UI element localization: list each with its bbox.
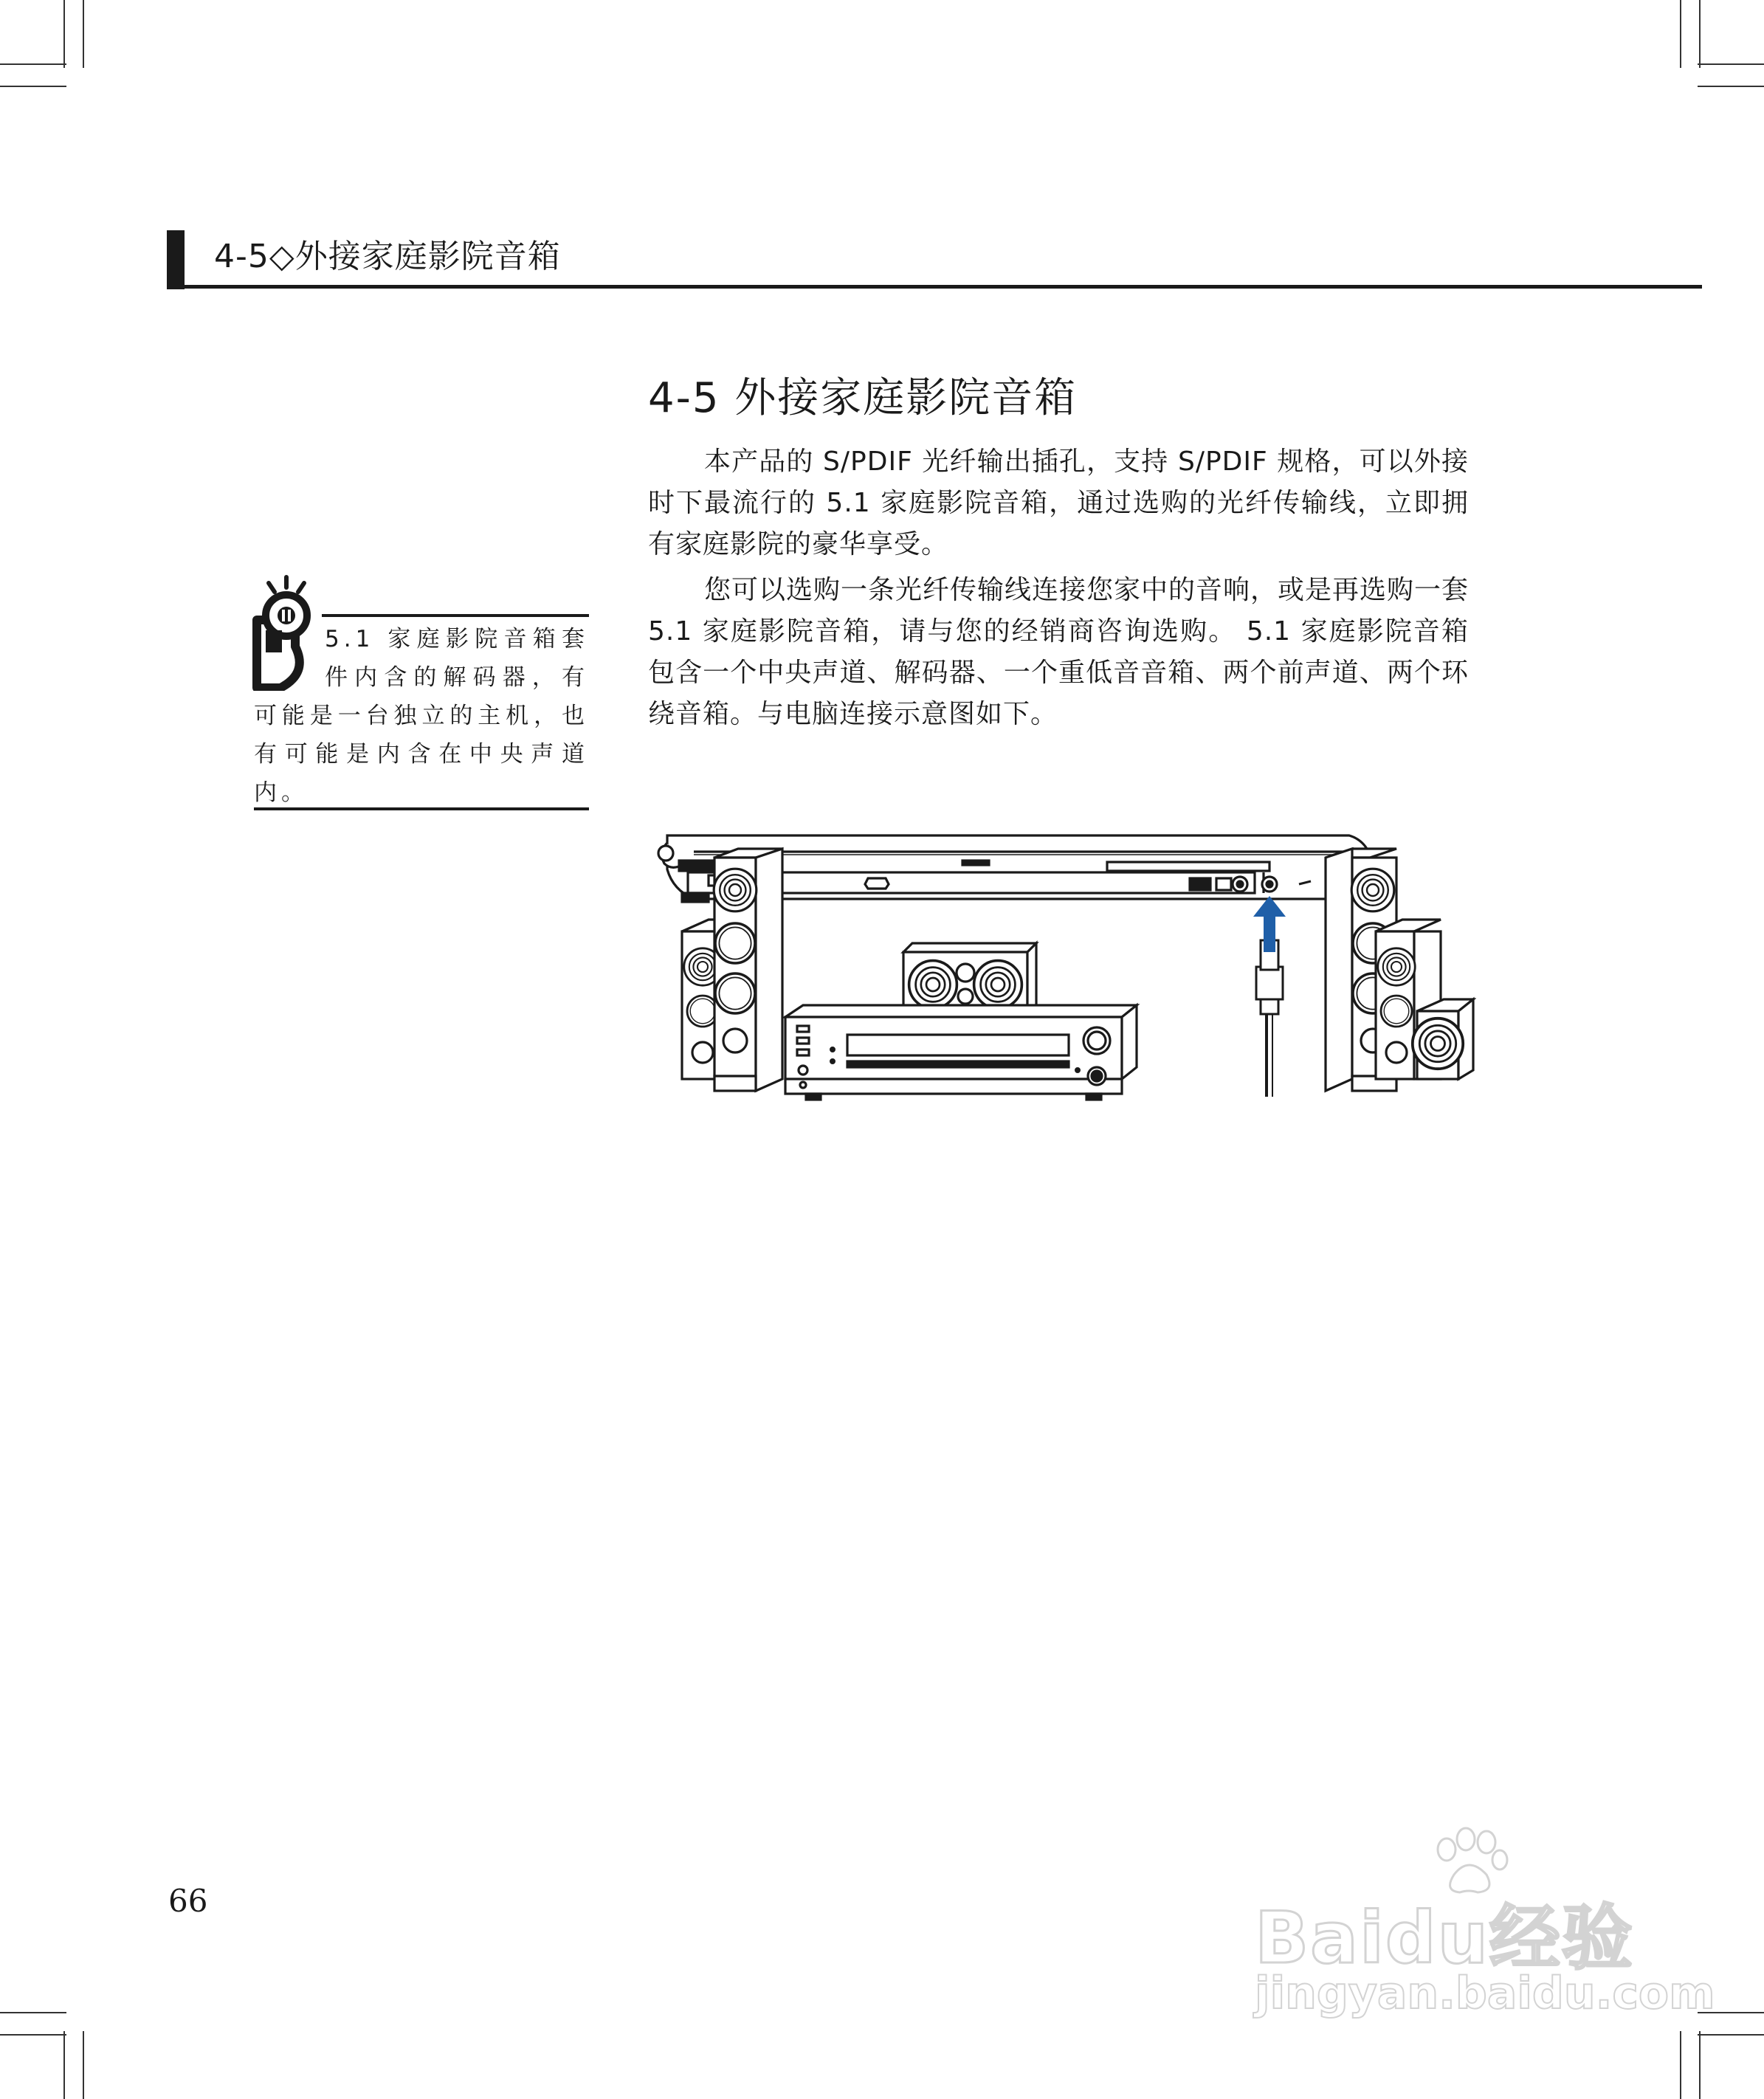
tip-note [254, 620, 589, 812]
tip-rule-bottom [254, 807, 589, 810]
section-title: 4-5 外接家庭影院音箱 [648, 374, 1078, 422]
watermark-logo: Baidu经验 [1255, 1897, 1634, 1979]
header-rule [167, 285, 1702, 289]
connection-diagram [650, 804, 1476, 1321]
crop-mark [1698, 63, 1764, 65]
subwoofer-icon [1413, 999, 1473, 1079]
header-bar [167, 230, 185, 289]
crop-mark [1698, 2034, 1764, 2036]
running-header: 4-5◇外接家庭影院音箱 [214, 238, 561, 275]
crop-mark [1680, 2031, 1681, 2099]
tip-float-spacer [254, 620, 325, 697]
crop-mark [63, 2031, 65, 2099]
crop-mark [0, 2012, 66, 2013]
body-paragraph-2: 您可以选购一条光纤传输线连接您家中的音响，或是再选购一套 5.1 家庭影院音箱，请与您的经销商咨询选购。 5.1 家庭影院音箱包含一个中央声道、解码器、一个重低音音箱、两个前声道、两个环绕音箱。与电脑连接示意图如下。 [648, 575, 1470, 729]
arrow-up-icon [1253, 896, 1286, 952]
optical-cable-icon [1256, 940, 1283, 1097]
watermark-url: jingyan.baidu.com [1255, 1968, 1715, 2019]
speaker-icon [714, 849, 782, 1091]
crop-mark [0, 86, 66, 87]
crop-mark [1680, 0, 1681, 68]
crop-mark [1699, 2031, 1701, 2099]
crop-mark [1698, 86, 1764, 87]
crop-mark [0, 2034, 66, 2036]
crop-mark [83, 2031, 84, 2099]
body-paragraph-1: 本产品的 S/PDIF 光纤输出插孔，支持 S/PDIF 规格，可以外接时下最流行的 5.1 家庭影院音箱，通过选购的光纤传输线，立即拥有家庭影院的豪华享受。 [648, 447, 1469, 559]
tip-rule-top [322, 614, 589, 617]
crop-mark [63, 0, 65, 68]
crop-mark [0, 63, 66, 65]
crop-mark [83, 0, 84, 68]
page-number: 66 [168, 1883, 208, 1919]
receiver-icon [785, 1005, 1137, 1100]
tip-text: 5.1 家庭影院音箱套件内含的解码器，有可能是一台独立的主机，也有可能是内含在中央声道内。 [254, 626, 589, 806]
watermark [1240, 1823, 1715, 2030]
crop-mark [1699, 0, 1701, 68]
